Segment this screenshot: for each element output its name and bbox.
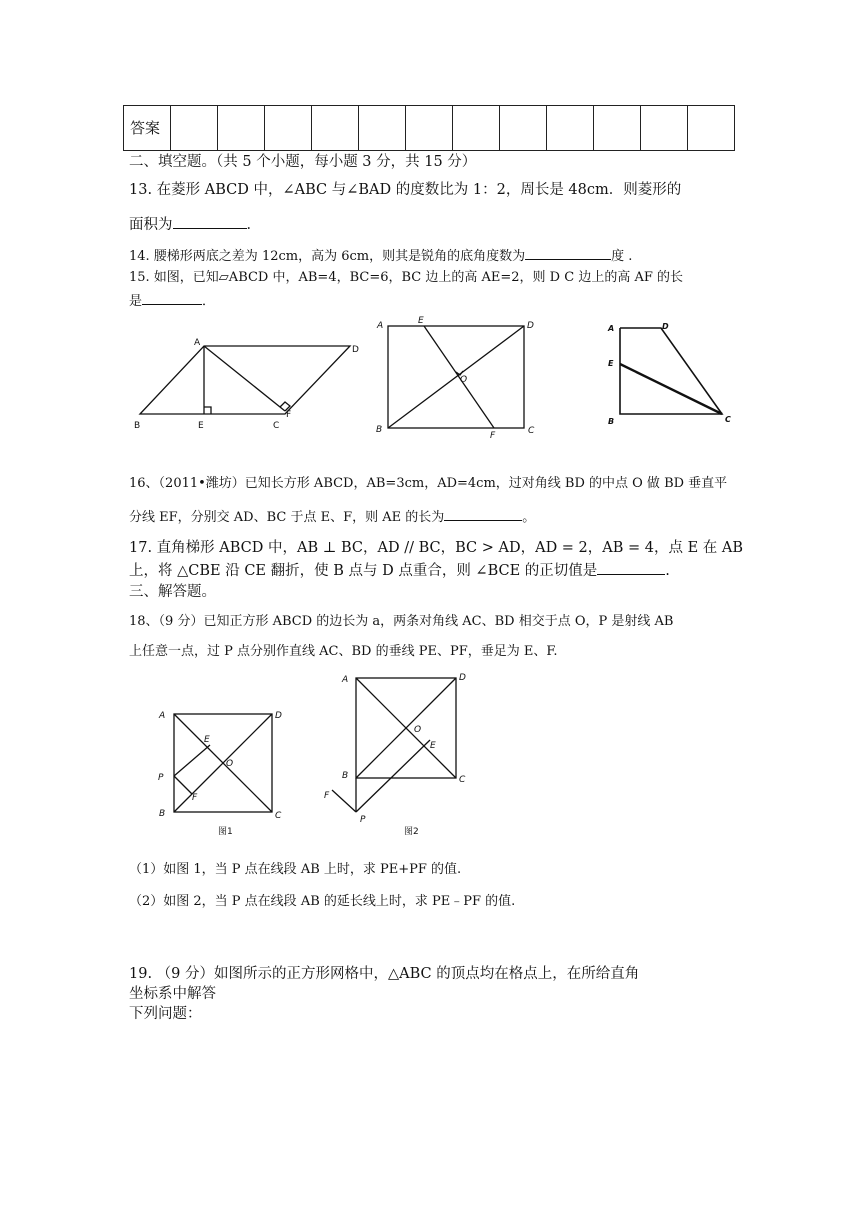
- q19-line3: 下列问题：: [129, 1006, 202, 1022]
- q16-line2: [129, 506, 535, 528]
- q15-prefix: 是: [129, 294, 143, 309]
- q18-part2: （2）如图 2，当 P 点在线段 AB 的延长线上时，求 PE﹣PF 的值.: [129, 894, 516, 909]
- fig18-2-label-f: F: [324, 791, 330, 801]
- fig15-parallelogram: [128, 330, 368, 436]
- fig17-label-a: A: [608, 324, 615, 333]
- fig18-1-label-b: B: [159, 809, 166, 819]
- answer-cell[interactable]: [171, 106, 218, 151]
- fig16-label-c: C: [528, 426, 535, 436]
- fig18-2-label-p: P: [360, 815, 366, 825]
- answer-cell[interactable]: [312, 106, 359, 151]
- fig16-label-a: A: [377, 321, 384, 331]
- fig16-rectangle: [374, 316, 544, 440]
- answer-cell[interactable]: [547, 106, 594, 151]
- fig16-label-d: D: [527, 321, 534, 331]
- answer-cell[interactable]: [265, 106, 312, 151]
- answer-cell[interactable]: [500, 106, 547, 151]
- q16-answer-blank[interactable]: [444, 506, 522, 521]
- q19-line2: 坐标系中解答: [129, 986, 216, 1002]
- answer-cell[interactable]: [688, 106, 735, 151]
- fig15-label-c: C: [273, 421, 280, 431]
- fig18-1-square: [154, 704, 304, 840]
- fig18-1-label-o: O: [226, 759, 234, 769]
- q16-line1: 16、（2011•潍坊）已知长方形 ABCD，AB=3cm，AD=4cm，过对角线 BD 的中点 O 做 BD 垂直平: [129, 476, 728, 491]
- fig18-2-square: [318, 670, 478, 842]
- fig18-1-label-e: E: [204, 735, 210, 745]
- answer-cell[interactable]: [359, 106, 406, 151]
- q14: [129, 245, 632, 267]
- fig16-label-e: E: [418, 316, 424, 326]
- fig16-label-o: O: [460, 375, 468, 385]
- q13-line1: 13. 在菱形 ABCD 中，∠ABC 与∠BAD 的度数比为 1：2，周长是 48cm．则菱形的: [129, 182, 682, 198]
- q17-line1: 17. 直角梯形 ABCD 中，AB ⊥ BC，AD // BC，BC > AD，AD = 2，AB = 4，点 E 在 AB: [129, 540, 744, 556]
- fig18-2-label-c: C: [459, 775, 466, 785]
- answer-table: [123, 105, 735, 151]
- q15-answer-blank[interactable]: [142, 290, 202, 305]
- q19-line1: 19. （9 分）如图所示的正方形网格中，△ABC 的顶点均在格点上，在所给直角: [129, 966, 640, 982]
- fig18-2-label-a: A: [342, 675, 349, 685]
- fig18-1-label-a: A: [159, 711, 166, 721]
- fig17-trapezoid: [604, 318, 740, 428]
- answer-cell[interactable]: [641, 106, 688, 151]
- q17-answer-blank[interactable]: [597, 560, 665, 575]
- answer-table-header: 答案: [124, 106, 171, 151]
- q18-line1: 18、（9 分）已知正方形 ABCD 的边长为 a，两条对角线 AC、BD 相交于点 O，P 是射线 AB: [129, 614, 674, 629]
- q18-part1: （1）如图 1，当 P 点在线段 AB 上时，求 PE+PF 的值.: [129, 862, 462, 877]
- fig15-label-a: A: [194, 338, 201, 348]
- q13-line2: [129, 214, 261, 235]
- q15-line1: 15. 如图，已知▱ABCD 中，AB=4，BC=6，BC 边上的高 AE=2，则 D C 边上的高 AF 的长: [129, 270, 683, 285]
- fig17-label-c: C: [725, 415, 731, 424]
- fig18-2-label-o: O: [414, 725, 422, 735]
- q15-suffix: ．: [202, 294, 216, 309]
- q17-prefix: 上，将 △CBE 沿 CE 翻折，使 B 点与 D 点重合，则 ∠BCE 的正切值是: [129, 563, 598, 579]
- q13-prefix: 面积为: [129, 217, 173, 233]
- fig15-label-b: B: [134, 421, 141, 431]
- fig16-label-f: F: [490, 431, 496, 440]
- q16-prefix: 分线 EF，分别交 AD、BC 于点 E、F，则 AE 的长为: [129, 510, 445, 525]
- q18-line2: 上任意一点，过 P 点分别作直线 AC、BD 的垂线 PE、PF，垂足为 E、F.: [129, 644, 558, 659]
- q14-answer-blank[interactable]: [525, 245, 611, 260]
- fig18-1-label-c: C: [275, 811, 282, 821]
- fig18-2-label-b: B: [342, 771, 349, 781]
- fig18-2-label-d: D: [459, 673, 466, 683]
- q14-text: 14. 腰梯形两底之差为 12cm，高为 6cm，则其是锐角的底角度数为: [129, 249, 526, 264]
- fig15-label-f: F: [286, 410, 292, 420]
- fig17-label-e: E: [608, 359, 614, 368]
- q16-suffix: 。: [522, 510, 536, 525]
- fig18-1-caption: 图1: [218, 827, 233, 837]
- fig18-2-caption: 图2: [404, 827, 419, 837]
- q15-line2: [129, 290, 215, 312]
- fig16-label-b: B: [376, 425, 383, 435]
- answer-cell[interactable]: [218, 106, 265, 151]
- q17-suffix: .: [665, 563, 670, 579]
- fig18-1-label-f: F: [192, 793, 198, 803]
- fig15-label-e: E: [198, 421, 204, 431]
- q13-answer-blank[interactable]: [173, 214, 247, 229]
- fig15-label-d: D: [352, 345, 359, 355]
- fig18-1-label-p: P: [158, 773, 164, 783]
- q13-suffix: ．: [246, 217, 261, 233]
- q17-line2: [129, 560, 670, 581]
- q14-suffix: 度 .: [611, 249, 633, 264]
- section2-title: 二、填空题。（共 5 个小题，每小题 3 分，共 15 分）: [129, 154, 477, 170]
- answer-cell[interactable]: [406, 106, 453, 151]
- answer-cell[interactable]: [594, 106, 641, 151]
- fig17-label-b: B: [608, 417, 615, 426]
- fig18-1-label-d: D: [275, 711, 282, 721]
- section3-title: 三、解答题。: [129, 584, 216, 600]
- answer-cell[interactable]: [453, 106, 500, 151]
- fig17-label-d: D: [662, 322, 669, 331]
- fig18-2-label-e: E: [430, 741, 436, 751]
